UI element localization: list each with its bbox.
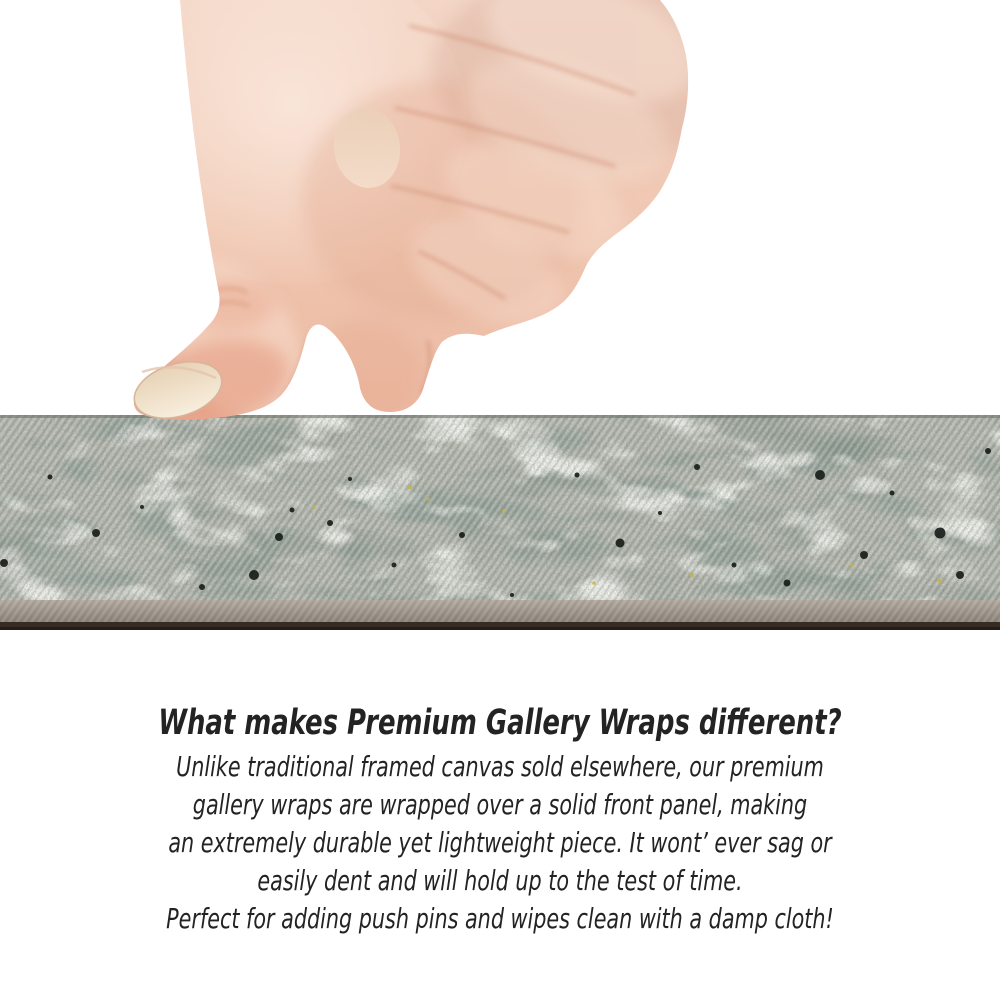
body-line: Perfect for adding push pins and wipes clean with a damp cloth! — [166, 902, 834, 935]
body-line: gallery wraps are wrapped over a solid front panel, making — [192, 788, 808, 821]
headline: What makes Premium Gallery Wraps different? — [158, 703, 842, 743]
hand-pressing-thumb-icon — [112, 0, 692, 420]
body-line: easily dent and will hold up to the test of time. — [257, 864, 743, 897]
body-line: an extremely durable yet lightweight piece. It wont’ ever sag or — [168, 826, 832, 859]
body-line: Unlike traditional framed canvas sold elsewhere, our premium — [176, 750, 824, 783]
canvas-edge-photo — [0, 415, 1000, 630]
caption-block — [0, 701, 1000, 938]
hand-photo — [112, 0, 692, 420]
canvas-edge-image — [0, 415, 1000, 630]
